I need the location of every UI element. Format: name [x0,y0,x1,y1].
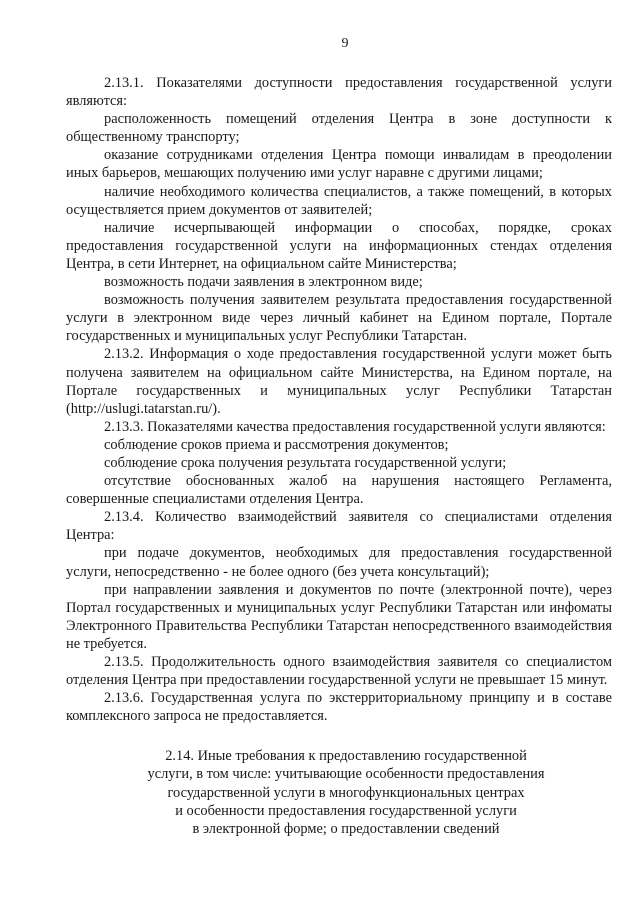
heading-line: услуги, в том числе: учитывающие особенности предоставления [147,766,545,783]
paragraph-quality-result-time: соблюдение срока получения результата государственной услуги; [104,454,507,471]
paragraph-accessibility-location: расположенность помещений отделения Центра в зоне доступности к общественному транспорту; [66,111,612,146]
paragraph-accessibility-electronic: возможность подачи заявления в электронном виде; [104,274,423,291]
heading-line: 2.14. Иные требования к предоставлению государственной [165,748,527,765]
document-body [66,74,612,725]
heading-line: в электронной форме; о предоставлении сведений [192,820,500,837]
paragraph-2-13-1: 2.13.1. Показателями доступности предоставления государственной услуги являются: [66,75,612,110]
paragraph-accessibility-result: возможность получения заявителем результата предоставления государственной услуги в электронном виде через личный кабинет на Едином портале, Портале государственных и муниципальных услуг Республики Татарстан. [66,292,612,345]
paragraph-2-13-5: 2.13.5. Продолжительность одного взаимодействия заявителя со специалистом отделения Центра при предоставлении государственной услуги не превышает 15 минут. [66,654,612,689]
paragraph-2-13-3: 2.13.3. Показателями качества предоставления государственной услуги являются: [104,418,606,435]
paragraph-quality-complaints: отсутствие обоснованных жалоб на нарушения настоящего Регламента, совершенные специалистами отделения Центра. [66,473,612,508]
paragraph-quality-deadlines: соблюдение сроков приема и рассмотрения документов; [104,436,449,453]
heading-line: государственной услуги в многофункциональных центрах [167,784,525,801]
paragraph-accessibility-assistance: оказание сотрудниками отделения Центра помощи инвалидам в преодолении иных барьеров, мешающих получению ими услуг наравне с другими лицами; [66,147,612,182]
page-number: 9 [341,36,349,51]
paragraph-2-13-4: 2.13.4. Количество взаимодействий заявителя со специалистами отделения Центра: [66,509,612,544]
paragraph-2-13-6: 2.13.6. Государственная услуга по экстерриториальному принципу и в составе комплексного запроса не предоставляется. [66,690,612,725]
paragraph-accessibility-staff: наличие необходимого количества специалистов, а также помещений, в которых осуществляется прием документов от заявителей; [66,183,612,218]
heading-line: и особенности предоставления государственной услуги [175,802,517,819]
paragraph-interaction-submission: при подаче документов, необходимых для предоставления государственной услуги, непосредственно - не более одного (без учета консультаций); [66,545,612,580]
paragraph-accessibility-information: наличие исчерпывающей информации о способах, порядке, сроках предоставления государственной услуги на информационных стендах отделения Центра, в сети Интернет, на официальном сайте Министерства; [66,219,612,272]
paragraph-2-13-2: 2.13.2. Информация о ходе предоставления государственной услуги может быть получена заявителем на официальном сайте Министерства, на Едином портале, на Портале государственных и муниципальных услуг Республики Татарстан (http://uslugi.tatarstan.ru/). [66,346,612,417]
section-heading-2-14 [66,747,612,837]
paragraph-interaction-mail: при направлении заявления и документов по почте (электронной почте), через Портал государственных и муниципальных услуг Республики Татарстан или инфоматы Электронного Правительства Республики Татарстан непосредственного взаимодействия не требуется. [66,581,612,652]
